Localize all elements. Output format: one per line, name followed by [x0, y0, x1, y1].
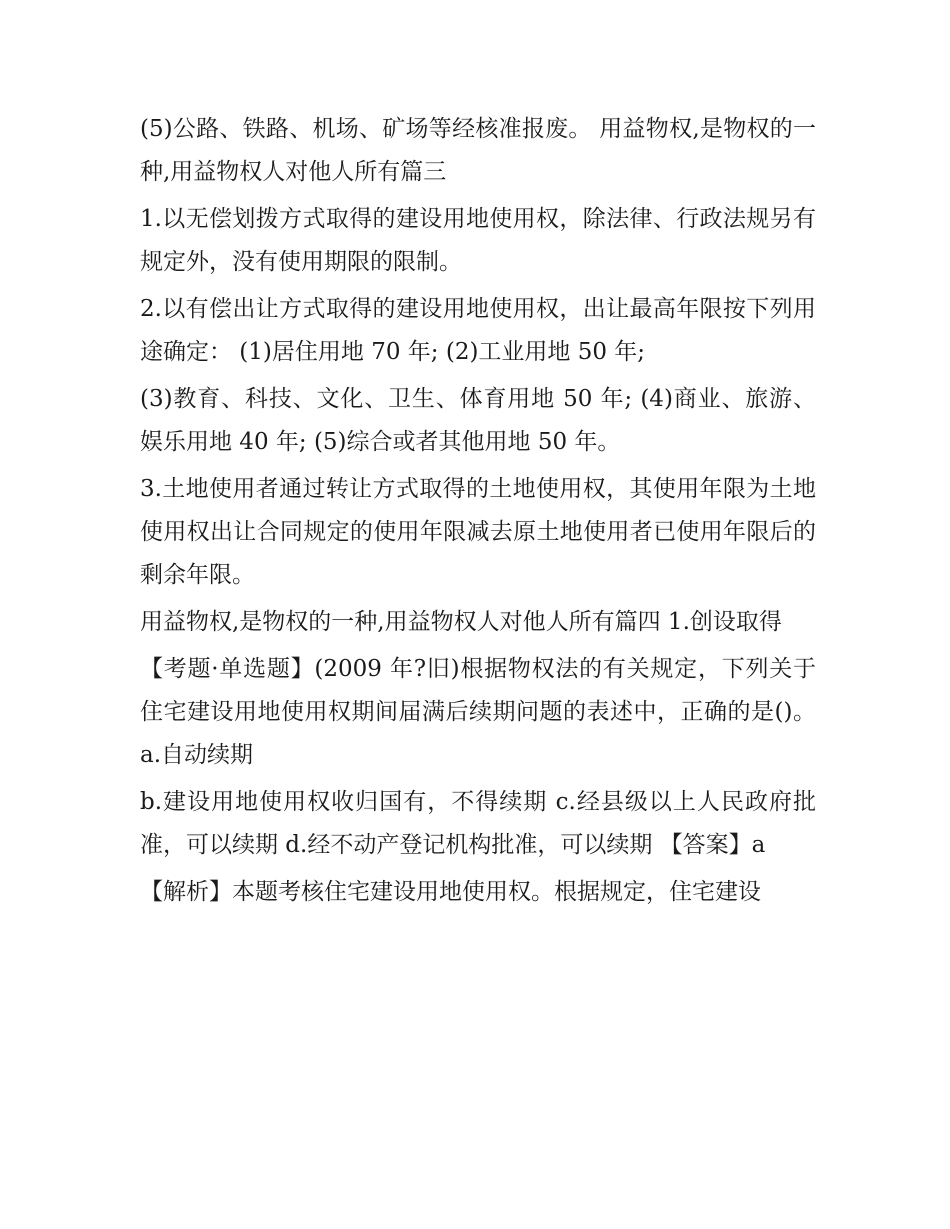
paragraph-8: b.建设用地使用权收归国有，不得续期 c.经县级以上人民政府批准，可以续期 d.经不动产登记机构批准，可以续期 【答案】a — [140, 789, 816, 858]
paragraph-2: 1.以无偿划拨方式取得的建设用地使用权，除法律、行政法规另有规定外，没有使用期限的限制。 — [140, 206, 816, 275]
paragraph-3: 2.以有偿出让方式取得的建设用地使用权，出让最高年限按下列用途确定： (1)居住用地 70 年; (2)工业用地 50 年; — [140, 296, 816, 365]
paragraph-1: (5)公路、铁路、机场、矿场等经核准报废。 用益物权,是物权的一种,用益物权人对他人所有篇三 — [140, 116, 816, 185]
document-page — [140, 108, 816, 918]
paragraph-4: (3)教育、科技、文化、卫生、体育用地 50 年; (4)商业、旅游、娱乐用地 40 年; (5)综合或者其他用地 50 年。 — [140, 386, 816, 455]
paragraph-5: 3.土地使用者通过转让方式取得的土地使用权，其使用年限为土地使用权出让合同规定的使用年限减去原土地使用者已使用年限后的剩余年限。 — [140, 476, 816, 588]
paragraph-6: 用益物权,是物权的一种,用益物权人对他人所有篇四 1.创设取得 — [140, 609, 782, 635]
paragraph-7: 【考题·单选题】(2009 年?旧)根据物权法的有关规定，下列关于住宅建设用地使用权期间届满后续期问题的表述中，正确的是()。 a.自动续期 — [140, 656, 816, 768]
paragraph-9: 【解析】本题考核住宅建设用地使用权。根据规定，住宅建设 — [140, 879, 761, 905]
